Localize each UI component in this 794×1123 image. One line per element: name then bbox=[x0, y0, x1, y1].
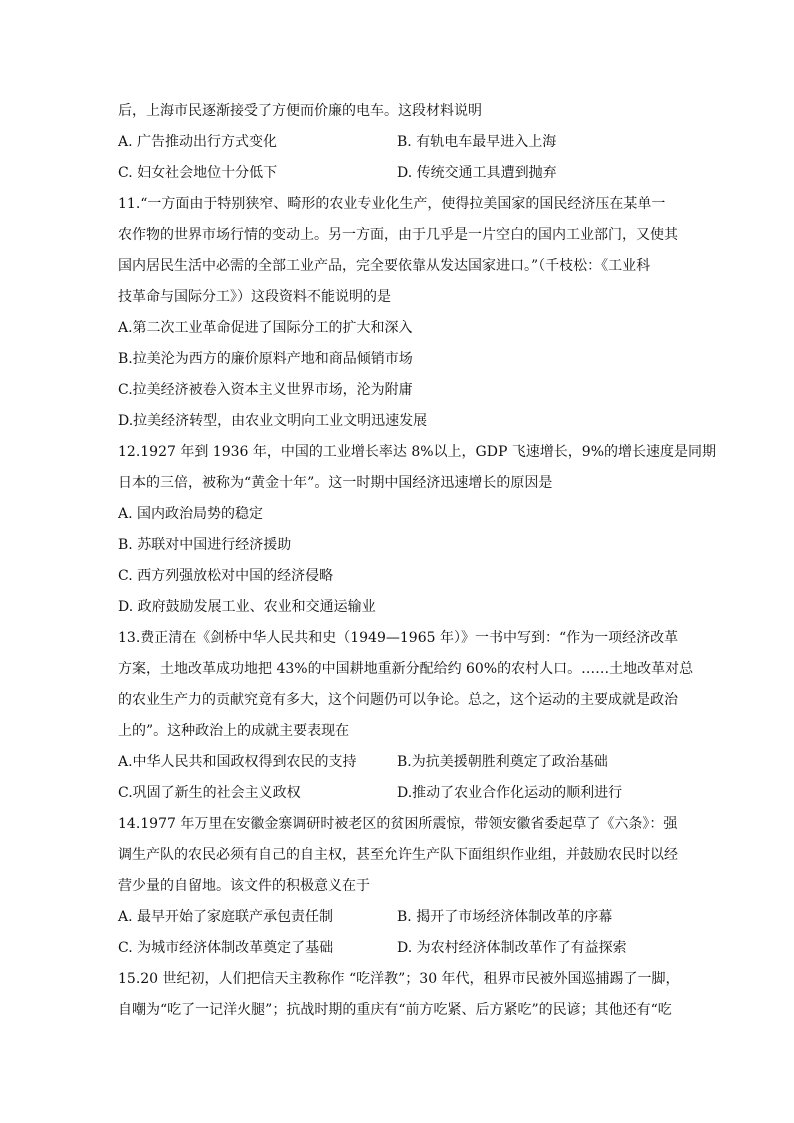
option-c: C. 西方列强放松对中国的经济侵略 bbox=[118, 568, 334, 584]
question-11-stem: 国内居民生活中必需的全部工业产品，完全要依靠从发达国家进口。”（千枝松：《工业科 bbox=[118, 258, 651, 274]
option-d: D.拉美经济转型，由农业文明向工业文明迅速发展 bbox=[118, 413, 428, 429]
option-a: A. 最早开始了家庭联产承包责任制 bbox=[118, 909, 334, 925]
option-row bbox=[118, 127, 676, 158]
option-row bbox=[118, 778, 676, 809]
option-c: C.巩固了新生的社会主义政权 bbox=[118, 785, 301, 801]
question-13-stem: 的农业生产力的贡献究竟有多大，这个问题仍可以争论。总之，这个运动的主要成就是政治 bbox=[118, 692, 678, 708]
question-15-stem: 15.20 世纪初，人们把信天主教称作 “吃洋教”；30 年代，租界市民被外国巡捕踢了一脚， bbox=[118, 971, 680, 987]
question-11-stem: 农作物的世界市场行情的变动上。另一方面，由于几乎是一片空白的国内工业部门，又使其 bbox=[118, 227, 678, 243]
option-b: B. 有轨电车最早进入上海 bbox=[397, 134, 557, 150]
option-c: C. 妇女社会地位十分低下 bbox=[118, 165, 278, 181]
question-13-stem: 方案，土地改革成功地把 43%的中国耕地重新分配给约 60%的农村人口。……土地改革对总 bbox=[118, 661, 694, 677]
option-row bbox=[118, 902, 676, 933]
option-d: D.推动了农业合作化运动的顺利进行 bbox=[397, 785, 623, 801]
option-c: C.拉美经济被卷入资本主义世界市场，沦为附庸 bbox=[118, 382, 413, 398]
text-line: 后，上海市民逐渐接受了方便而价廉的电车。这段材料说明 bbox=[118, 103, 482, 119]
option-d: D. 为农村经济体制改革作了有益探索 bbox=[397, 940, 627, 956]
question-14-stem: 营少量的自留地。该文件的积极意义在于 bbox=[118, 878, 370, 894]
option-a: A. 广告推动出行方式变化 bbox=[118, 134, 278, 150]
question-15-stem: 自嘲为“吃了一记洋火腿”；抗战时期的重庆有“前方吃紧、后方紧吃”的民谚；其他还有“吃 bbox=[118, 1002, 672, 1018]
question-11-stem: 11.“一方面由于特别狭窄、畸形的农业专业化生产，使得拉美国家的国民经济压在某单一 bbox=[118, 196, 666, 212]
question-12-stem: 12.1927 年到 1936 年，中国的工业增长率达 8%以上，GDP 飞速增长，9%的增长速度是同期 bbox=[118, 444, 717, 460]
option-b: B. 苏联对中国进行经济援助 bbox=[118, 537, 292, 553]
option-c: C. 为城市经济体制改革奠定了基础 bbox=[118, 940, 334, 956]
option-row bbox=[118, 747, 676, 778]
question-11-stem: 技革命与国际分工》）这段资料不能说明的是 bbox=[118, 289, 391, 305]
option-a: A.第二次工业革命促进了国际分工的扩大和深入 bbox=[118, 320, 413, 336]
option-a: A.中华人民共和国政权得到农民的支持 bbox=[118, 754, 357, 770]
question-13-stem: 13.费正清在《剑桥中华人民共和史（1949—1965 年）》一书中写到：“作为一项经济改革 bbox=[118, 630, 679, 646]
option-b: B.拉美沦为西方的廉价原料产地和商品倾销市场 bbox=[118, 351, 413, 367]
option-d: D. 政府鼓励发展工业、农业和交通运输业 bbox=[118, 599, 376, 615]
option-d: D. 传统交通工具遭到抛弃 bbox=[397, 165, 557, 181]
option-b: B.为抗美援朝胜利奠定了政治基础 bbox=[397, 754, 608, 770]
option-row bbox=[118, 933, 676, 964]
option-a: A. 国内政治局势的稳定 bbox=[118, 506, 264, 522]
question-14-stem: 调生产队的农民必须有自己的自主权，甚至允许生产队下面组织作业组，并鼓励农民时以经 bbox=[118, 847, 678, 863]
question-14-stem: 14.1977 年万里在安徽金寨调研时被老区的贫困所震惊，带领安徽省委起草了《六条》：强 bbox=[118, 816, 678, 832]
option-b: B. 揭开了市场经济体制改革的序幕 bbox=[397, 909, 613, 925]
question-12-stem: 日本的三倍，被称为“黄金十年”。这一时期中国经济迅速增长的原因是 bbox=[118, 475, 553, 491]
option-row bbox=[118, 158, 676, 189]
document-page bbox=[118, 96, 717, 1026]
question-13-stem: 上的”。这种政治上的成就主要表现在 bbox=[118, 723, 350, 739]
